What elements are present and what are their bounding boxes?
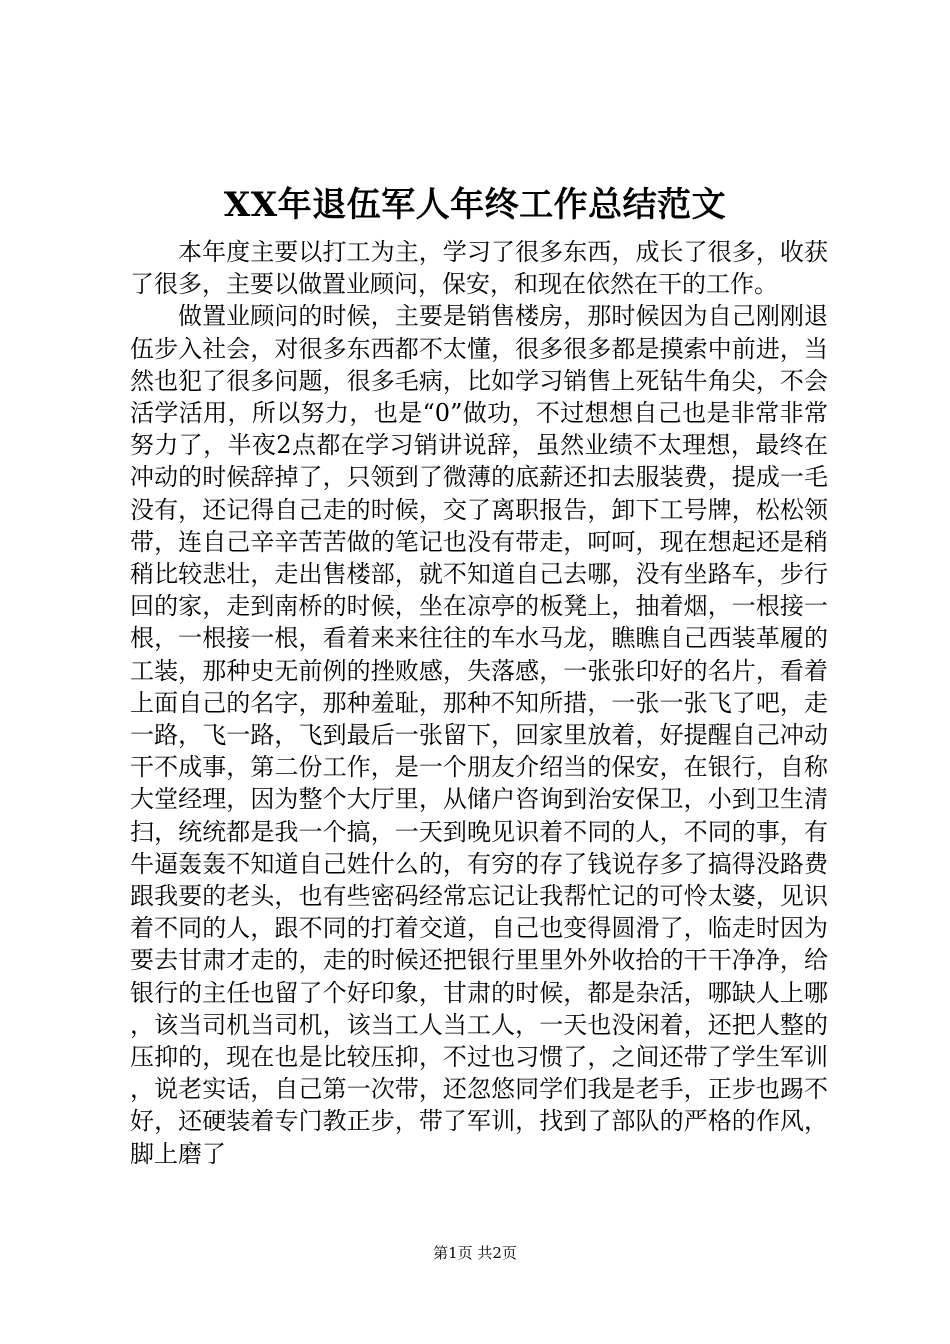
paragraph-1: 本年度主要以打工为主，学习了很多东西，成长了很多，收获了很多，主要以做置业顾问，保安，和现在依然在干的工作。 [130,238,828,299]
document-body [130,236,828,1170]
document-title: XX年退伍军人年终工作总结范文 [223,185,727,225]
paragraph-2: 做置业顾问的时候，主要是销售楼房，那时候因为自己刚刚退伍步入社会，对很多东西都不太懂，很多很多都是摸索中前进，当然也犯了很多问题，很多毛病，比如学习销售上死钻牛角尖，不会活学活用，所以努力，也是“0”做功，不过想想自己也是非常非常努力了，半夜2点都在学习销讲说辞，虽然业绩不太理想，最终在冲动的时候辞掉了，只领到了微薄的底薪还扣去服装费，提成一毛没有，还记得自己走的时候，交了离职报告，卸下工号牌，松松领带，连自己辛辛苦苦做的笔记也没有带走，呵呵，现在想起还是稍稍比较悲壮，走出售楼部，就不知道自己去哪，没有坐路车，步行回的家，走到南桥的时候，坐在凉亭的板凳上，抽着烟，一根接一根，一根接一根，看着来来往往的车水马龙，瞧瞧自己西装革履的工装，那种史无前例的挫败感，失落感，一张张印好的名片，看着上面自己的名字，那种羞耻，那种不知所措，一张一张飞了吧，走一路，飞一路，飞到最后一张留下，回家里放着，好提醒自己冲动干不成事，第二份工作，是一个朋友介绍当的保安，在银行，自称大堂经理，因为整个大厅里，从储户咨询到治安保卫，小到卫生清扫，统统都是我一个搞，一天到晚见识着不同的人，不同的事，有牛逼轰轰不知道自己姓什么的，有穷的存了钱说存多了搞得没路费跟我要的老头，也有些密码经常忘记让我帮忙记的可怜太婆，见识着不同的人，跟不同的打着交道，自己也变得圆滑了，临走时因为要去甘肃才走的，走的时候还把银行里里外外收拾的干干净净，给银行的主任也留了个好印象，甘肃的时候，都是杂活，哪缺人上哪，该当司机当司机，该当工人当工人，一天也没闲着，还把人整的压抑的，现在也是比较压抑，不过也习惯了，之间还带了学生军训，说老实话，自己第一次带，还忽悠同学们我是老手，正步也踢不好，还硬装着专门教正步，带了军训，找到了部队的严格的作风，脚上磨了 [130,302,828,1168]
page-number-footer: 第1页 共2页 [433,1244,517,1262]
